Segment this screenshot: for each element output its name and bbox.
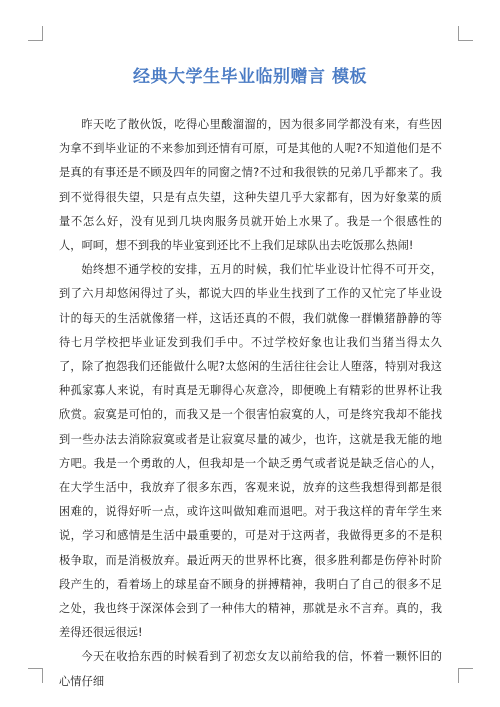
crop-mark-top-right	[458, 26, 473, 41]
document-body	[59, 113, 442, 694]
crop-mark-top-left	[28, 26, 43, 41]
paragraph: 今天在收拾东西的时候看到了初恋女友以前给我的信，怀着一颗怀旧的心情仔细	[59, 650, 442, 688]
crop-mark-bottom-left	[28, 668, 43, 683]
paragraph: 始终想不通学校的安排，五月的时候，我们忙毕业设计忙得不可开交，到了六月却悠闲得过了头，都说大四的毕业生找到了工作的又忙完了毕业设计的每天的生活就像猪一样，这话还真的不假，我们就像一群懒猪静静的等待七月学校把毕业证发到我们手中。不过学校好象也让我们当猪当得太久了，除了抱怨我们还能做什么呢?太悠闲的生活往往会让人堕落，特别对我这种孤家寡人来说，有时真是无聊得心灰意冷，即便晚上有精彩的世界杯让我欣赏。寂寞是可怕的，而我又是一个很害怕寂寞的人，可是终究我却不能找到一些办法去消除寂寞或者是让寂寞尽量的减少，也许，这就是我无能的地方吧。我是一个勇敢的人，但我却是一个缺乏勇气或者说是缺乏信心的人，在大学生活中，我放弃了很多东西，客观来说，放弃的这些我想得到都是很困难的，说得好听一点，或许这叫做知难而退吧。对于我这样的青年学生来说，学习和感情是生活中最重要的，可是对于这两者，我做得更多的不是积极争取，而是消极放弃。最近两天的世界杯比赛，很多胜利都是伤停补时阶段产生的，看着场上的球星奋不顾身的拼搏精神，我明白了自己的很多不足之处，我也终于深深体会到了一种伟大的精神，那就是永不言弃。真的，我差得还很远很远!	[59, 263, 442, 640]
document-title: 经典大学生毕业临别赠言 模板	[133, 67, 367, 87]
crop-mark-bottom-right	[458, 668, 473, 683]
paragraph: 昨天吃了散伙饭，吃得心里酸溜溜的，因为很多同学都没有来，有些因为拿不到毕业证的不来参加到还情有可原，可是其他的人呢?不知道他们是不是真的有事还是不顾及四年的同窗之情?不过和我很铁的兄弟几乎都来了。我到不觉得很失望，只是有点失望，这种失望几乎大家都有，因为好象菜的质量不怎么好，没有见到几块肉服务员就开始上水果了。我是一个很感性的人，呵呵，想不到我的毕业宴到还比不上我们足球队出去吃饭那么热闹!	[59, 118, 442, 253]
